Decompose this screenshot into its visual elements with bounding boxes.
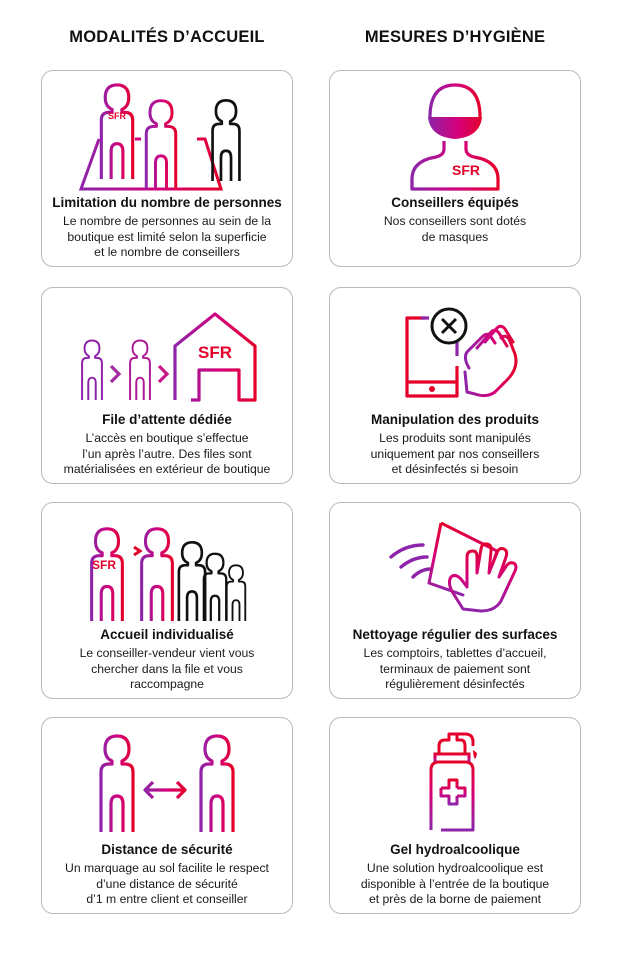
card-file-attente (41, 287, 293, 484)
card-gel-hydroalcoolique (329, 717, 581, 914)
card-conseillers-equipes (329, 70, 581, 267)
wiping-hand-icon (330, 511, 580, 623)
safe-distance-icon (42, 726, 292, 838)
right-column-title: MESURES D’HYGIÈNE (364, 28, 546, 46)
card-title: Manipulation des produits (371, 412, 539, 427)
card-nettoyage-surfaces (329, 502, 581, 699)
masked-advisor-icon (330, 79, 580, 191)
individual-welcome-icon (42, 511, 292, 623)
card-title: Accueil individualisé (100, 627, 234, 642)
card-manipulation-produits (329, 287, 581, 484)
card-description: Un marquage au sol facilite le respect d’une distance de sécurité d’1 m entre client et conseiller (65, 861, 269, 906)
card-description: L’accès en boutique s’effectue l’un après l’autre. Des files sont matérialisées en extérieur de boutique (63, 431, 271, 476)
card-title: Conseillers équipés (391, 195, 519, 210)
card-description: Le nombre de personnes au sein de la boutique est limité selon la superficie et le nombre de conseillers (62, 214, 271, 259)
card-distance-securite (41, 717, 293, 914)
card-description: Les produits sont manipulés uniquement par nos conseillers et désinfectés si besoin (370, 431, 540, 476)
card-title: File d’attente dédiée (102, 412, 232, 427)
card-description: Une solution hydroalcoolique est disponible à l’entrée de la boutique et près de la borne de paiement (360, 861, 550, 906)
card-description: Le conseiller-vendeur vient vous chercher dans la file et vous raccompagne (79, 646, 255, 691)
card-title: Limitation du nombre de personnes (52, 195, 282, 210)
svg-text:SFR: SFR (452, 162, 480, 178)
card-accueil-individualise (41, 502, 293, 699)
card-description: Les comptoirs, tablettes d’accueil, terminaux de paiement sont régulièrement désinfectés (363, 646, 547, 691)
card-description: Nos conseillers sont dotés de masques (383, 214, 527, 244)
queue-to-store-icon (42, 296, 292, 408)
card-title: Distance de sécurité (101, 842, 233, 857)
svg-text:SFR: SFR (92, 558, 116, 572)
card-title: Gel hydroalcoolique (390, 842, 520, 857)
card-title: Nettoyage régulier des surfaces (352, 627, 558, 642)
people-in-area-icon (42, 79, 292, 191)
sanitizer-bottle-icon (330, 726, 580, 838)
left-column-title: MODALITÉS D’ACCUEIL (69, 28, 265, 46)
svg-text:SFR: SFR (108, 111, 126, 121)
no-touch-phone-icon (330, 296, 580, 408)
card-limitation (41, 70, 293, 267)
svg-text:SFR: SFR (198, 343, 232, 362)
